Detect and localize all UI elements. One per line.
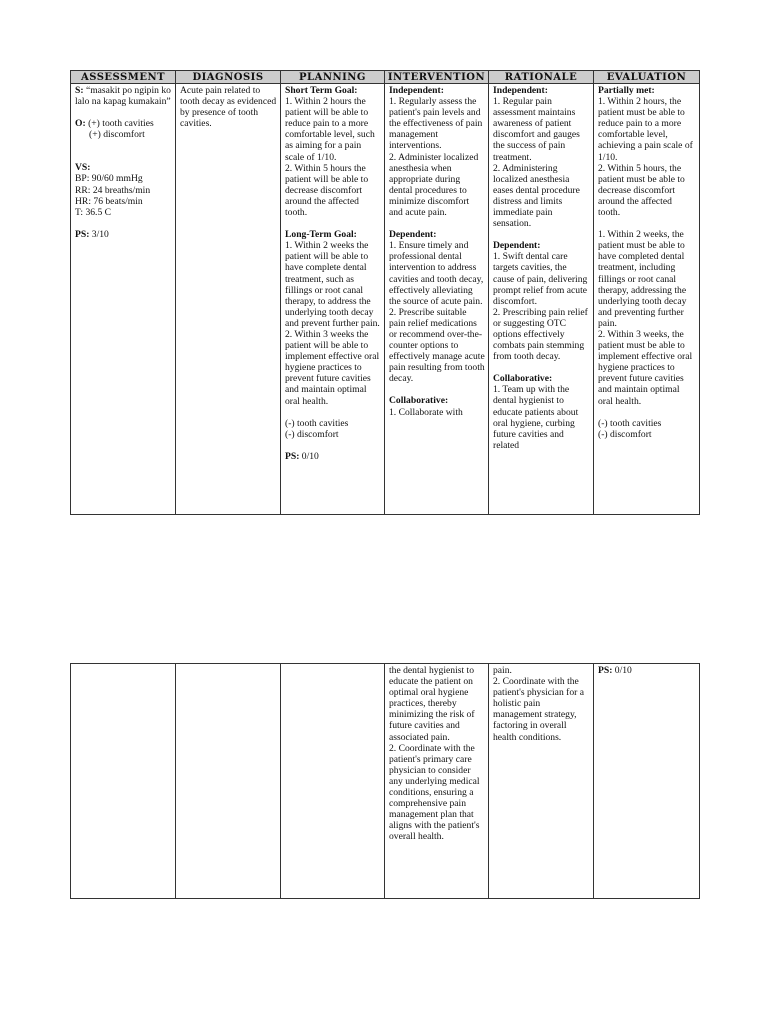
intervention-item: 2. Coordinate with the patient's primary care physician to consider any underlying medical conditions, ensuring a comprehensive pain management plan that aligns with the patient's overall health. (389, 742, 480, 843)
evaluation-outcome: (-) discomfort (598, 428, 652, 440)
header-rationale: RATIONALE (489, 71, 594, 84)
evaluation-item: 1. Within 2 hours, the patient must be able to reduce pain to a more comfortable level, achieving a pain scale of 1/10. (598, 96, 693, 163)
vital-temp: T: 36.5 C (75, 206, 112, 218)
rationale-item: 1. Regular pain assessment maintains awareness of patient discomfort and gauges the success of pain treatment. (493, 96, 580, 163)
rationale-item: 2. Prescribing pain relief or suggesting OTC options effectively combats pain stemming from tooth decay. (493, 306, 588, 363)
care-plan-table-part-1 (70, 70, 700, 515)
rationale-cell (489, 84, 594, 515)
evaluation-pain-scale: PS: 0/10 (598, 665, 632, 676)
short-term-goal-item: 2. Within 5 hours the patient will be able to decrease discomfort around the affected tooth. (285, 162, 369, 219)
header-assessment: ASSESSMENT (71, 71, 176, 84)
objective-item: (+) discomfort (89, 129, 145, 141)
evaluation-status: Partially met: (598, 85, 655, 96)
header-diagnosis: DIAGNOSIS (176, 71, 281, 84)
header-evaluation: EVALUATION (594, 71, 700, 84)
diagnosis-text: Acute pain related to tooth decay as evidenced by presence of tooth cavities. (180, 85, 277, 130)
evaluation-outcome: (-) tooth cavities (598, 417, 662, 429)
long-term-goal-item: 1. Within 2 weeks the patient will be able to have complete dental treatment, such as fillings or root canal therapy, to address the underlying tooth decay and prevent further pain. (285, 240, 380, 329)
care-plan-table-part-2 (70, 663, 700, 899)
planning-cell (281, 84, 385, 515)
rationale-item: 2. Administering localized anesthesia eases dental procedure distress and limits immediate pain sensation. (493, 162, 580, 230)
goal-pain-scale: PS: 0/10 (285, 450, 319, 462)
intervention-item: 2. Prescribe suitable pain relief medications or recommend over-the-counter options to effectively manage acute pain resulting from tooth decay. (389, 306, 485, 385)
long-term-goal-label: Long-Term Goal: (285, 229, 357, 241)
evaluation-cell-continued (594, 664, 700, 899)
collaborative-label: Collaborative: (389, 395, 449, 407)
objective-data: O: (+) tooth cavities (75, 118, 154, 130)
care-plan-row-continued (71, 664, 700, 899)
assessment-cell-continued (71, 664, 176, 899)
evaluation-item: 2. Within 3 weeks, the patient must be able to implement effective oral hygiene practices to prevent future cavities and maintain optimal oral health. (598, 328, 693, 407)
independent-label: Independent: (389, 85, 444, 96)
pain-scale: PS: 3/10 (75, 228, 109, 240)
dependent-label: Dependent: (493, 240, 541, 252)
collaborative-label: Collaborative: (493, 373, 553, 385)
rationale-cell-continued (489, 664, 594, 899)
independent-label: Independent: (493, 85, 548, 96)
evaluation-item: 2. Within 5 hours, the patient must be able to decrease discomfort around the affected tooth. (598, 162, 685, 219)
short-term-goal-label: Short Term Goal: (285, 85, 358, 96)
header-row (71, 71, 700, 84)
intervention-item: 1. Regularly assess the patient's pain levels and the effectiveness of pain management interventions. (389, 96, 483, 152)
intervention-cell (385, 84, 489, 515)
dependent-label: Dependent: (389, 229, 437, 241)
evaluation-cell (594, 84, 700, 515)
assessment-cell (71, 84, 176, 515)
planning-cell-continued (281, 664, 385, 899)
long-term-goal-item: 2. Within 3 weeks the patient will be able to implement effective oral hygiene practices to prevent future cavities and maintain optimal oral health. (285, 328, 380, 407)
rationale-item: 1. Team up with the dental hygienist to educate patients about oral hygiene, curbing future cavities and related (493, 384, 579, 451)
subjective-data: S: “masakit po ngipin ko lalo na kapag kumakain” (75, 85, 171, 108)
intervention-item: 1. Ensure timely and professional dental intervention to address cavities and tooth decay, effectively alleviating the source of acute pain. (389, 240, 484, 307)
care-plan-row (71, 84, 700, 515)
rationale-item: 1. Swift dental care targets cavities, the cause of pain, delivering prompt relief from acute discomfort. (493, 251, 588, 307)
header-planning: PLANNING (281, 71, 385, 84)
intervention-cell-continued (385, 664, 489, 899)
intervention-item: the dental hygienist to educate the patient on optimal oral hygiene practices, thereby minimizing the risk of future cavities and associated pain. (389, 665, 475, 743)
short-term-goal-item: 1. Within 2 hours the patient will be able to reduce pain to a more comfortable level, such as aiming for a pain scale of 1/10. (285, 96, 375, 163)
rationale-item: pain. (493, 665, 512, 676)
rationale-item: 2. Coordinate with the patient's physician for a holistic pain management strategy, factoring in overall health conditions. (493, 676, 584, 743)
intervention-item: 2. Administer localized anesthesia when appropriate during dental procedures to minimize discomfort and acute pain. (389, 151, 479, 219)
diagnosis-cell-continued (176, 664, 281, 899)
header-intervention: INTERVENTION (385, 71, 489, 84)
vital-rr: RR: 24 breaths/min (75, 184, 151, 196)
vital-bp: BP: 90/60 mmHg (75, 173, 143, 185)
evaluation-item: 1. Within 2 weeks, the patient must be able to have completed dental treatment, including fillings or root canal therapy, addressing the underlying tooth decay and preventing further pain. (598, 229, 687, 329)
expected-outcome: (-) discomfort (285, 428, 339, 440)
expected-outcome: (-) tooth cavities (285, 417, 349, 429)
vital-hr: HR: 76 beats/min (75, 195, 143, 207)
vital-signs-label: VS: (75, 162, 91, 174)
diagnosis-cell (176, 84, 281, 515)
intervention-item: 1. Collaborate with (389, 406, 463, 418)
